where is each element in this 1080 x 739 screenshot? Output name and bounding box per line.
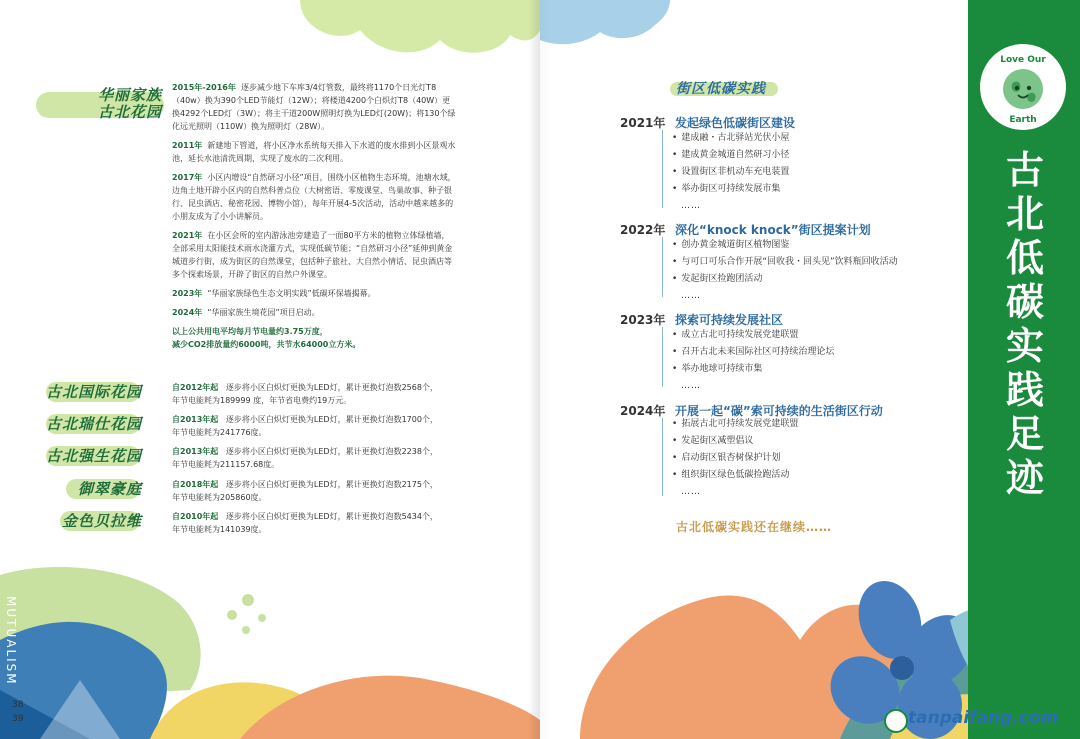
section-heading — [676, 78, 776, 98]
love-our-earth-badge — [980, 44, 1066, 130]
timeline-items — [672, 416, 798, 501]
timeline-item: • 建成融・古北驿站光伏小屋 — [672, 130, 789, 147]
timeline-title: 探索可持续发展社区 — [675, 313, 784, 327]
timeline-items — [672, 237, 898, 305]
timeline-item: • 启动街区银杏树保护计划 — [672, 450, 798, 467]
timeline-year: 2022年 — [620, 223, 666, 237]
estate-name: 御翠豪庭 — [77, 480, 142, 498]
history-entry: 2024年 “华丽家族生境花园”项目启动。 — [172, 308, 320, 317]
timeline-title: 发起绿色低碳街区建设 — [675, 116, 796, 130]
estate-desc: 自2018年起 逐步将小区白炽灯更换为LED灯，累计更换灯泡数2175个， 年节电能耗为205860度。 — [172, 480, 438, 502]
watermark-text: tanpaifang.com — [908, 708, 1059, 728]
history-entry: 2017年 小区内增设“自然研习小径”项目，围绕小区植物生态环境，池塘水域，边角土地开辟小区内的自然科普点位（大树密语、零废课堂、鸟巢故事、种子银行、昆虫酒店、秘密花园、博物小馆），每年开展4-5次活动，活动中越来越多的小朋友成为了小小讲解员。 — [172, 173, 456, 221]
estate-desc: 自2013年起 逐步将小区白炽灯更换为LED灯，累计更换灯泡数1700个， 年节电能耗为241776度。 — [172, 415, 438, 437]
closing-text: 古北低碳实践还在继续…… — [676, 520, 833, 534]
heading-text: 街区低碳实践 — [676, 81, 766, 97]
earth-icon — [980, 44, 1066, 130]
vertical-title: 古北低碳实践足迹 — [1005, 148, 1044, 500]
timeline-item: • 创办黄金城道街区植物图鉴 — [672, 237, 898, 254]
timeline-line — [662, 418, 663, 496]
estate-name: 古北强生花园 — [45, 447, 142, 465]
timeline-ellipsis: …… — [681, 487, 701, 497]
timeline-item: • 发起街区捡跑团活动 — [672, 271, 898, 288]
estate-name-line2: 古北花园 — [97, 103, 162, 121]
estate-name: 古北瑞仕花园 — [45, 415, 142, 433]
timeline-item: • 成立古北可持续发展党建联盟 — [672, 327, 834, 344]
estate-name-line1: 华丽家族 — [97, 86, 162, 104]
timeline-line — [662, 130, 663, 208]
timeline-item: • 设置街区非机动车充电装置 — [672, 164, 789, 181]
logo-text-top: Love Our — [1000, 55, 1046, 65]
timeline-item: • 建成黄金城道自然研习小径 — [672, 147, 789, 164]
history-entry: 2011年 新建地下管道，将小区净水系统每天排入下水道的废水排到小区景观水池，延长水池清洗周期，实现了废水的二次利用。 — [172, 141, 456, 163]
timeline-year: 2023年 — [620, 313, 666, 327]
estate-desc: 自2010年起 逐步将小区白炽灯更换为LED灯，累计更换灯泡数5434个， 年节电能耗为141039度。 — [172, 512, 438, 534]
timeline-title: 开展一起“碳”索可持续的生活街区行动 — [675, 404, 883, 418]
logo-text-bottom: Earth — [1009, 115, 1037, 125]
side-word-mutualism: MUTUALISM — [4, 596, 18, 686]
leaf-logo-icon — [884, 709, 908, 733]
timeline-item: • 与可口可乐合作开展“回收我・回头见”饮料瓶回收活动 — [672, 254, 898, 271]
timeline-ellipsis: …… — [681, 381, 701, 391]
timeline-ellipsis: …… — [681, 291, 701, 301]
timeline-item: • 组织街区绿色低碳捡跑活动 — [672, 467, 798, 484]
timeline-year: 2024年 — [620, 404, 666, 418]
timeline-item: • 拓展古北可持续发展党建联盟 — [672, 416, 798, 433]
savings-summary: 以上公共用电平均每月节电量约3.75万度， 减少CO2排放量约6000吨，共节水64000立方米。 — [172, 327, 361, 349]
timeline-item: • 召开古北未来国际社区可持续治理论坛 — [672, 344, 834, 361]
page-number-right: 39 — [12, 714, 24, 724]
estate-name: 古北国际花园 — [45, 383, 142, 401]
timeline-title: 深化“knock knock”街区提案计划 — [675, 223, 871, 237]
page-number-left: 38 — [12, 700, 24, 710]
estate-name: 金色贝拉维 — [61, 512, 142, 530]
timeline-item: • 举办地球可持续市集 — [672, 361, 834, 378]
timeline-items — [672, 327, 834, 395]
timeline-items — [672, 130, 789, 215]
timeline-item: • 举办街区可持续发展市集 — [672, 181, 789, 198]
timeline-item: • 发起街区减塑倡议 — [672, 433, 798, 450]
estate-desc: 自2012年起 逐步将小区白炽灯更换为LED灯，累计更换灯泡数2568个， 年节电能耗为189999 度，年节省电费约19万元。 — [172, 383, 438, 405]
history-entry: 2023年 “华丽家族绿色生态文明实践”低碳环保墙揭幕。 — [172, 289, 376, 298]
estate-desc: 自2013年起 逐步将小区白炽灯更换为LED灯，累计更换灯泡数2238个， 年节电能耗为211157.68度。 — [172, 447, 438, 469]
timeline-line — [662, 327, 663, 387]
history-entry: 2015年-2016年 逐步减少地下车库3/4灯管数，最终将1170个日光灯T8（40w）换为390个LED节能灯（12W）；将楼道4200个白炽灯T8（40W）更换4292个LED灯（3W）；将主干道200W照明灯换为LED灯(20W)；将130个绿化远光照明（110W）换为照明灯（28W）。 — [172, 83, 456, 131]
timeline-ellipsis: …… — [681, 201, 701, 211]
timeline-line — [662, 237, 663, 297]
timeline-year: 2021年 — [620, 116, 666, 130]
history-entry: 2021年 在小区会所的室内游泳池旁建造了一面80平方米的植物立体绿植墙，全部采用太阳能技术雨水浇灌方式，实现低碳节能；“自然研习小径”延伸到黄金城道步行街，成为街区的自然课堂，包括种子旅社、大自然小情话、昆虫酒店等多个探索场景，开辟了街区的自然户外课堂。 — [172, 231, 453, 279]
